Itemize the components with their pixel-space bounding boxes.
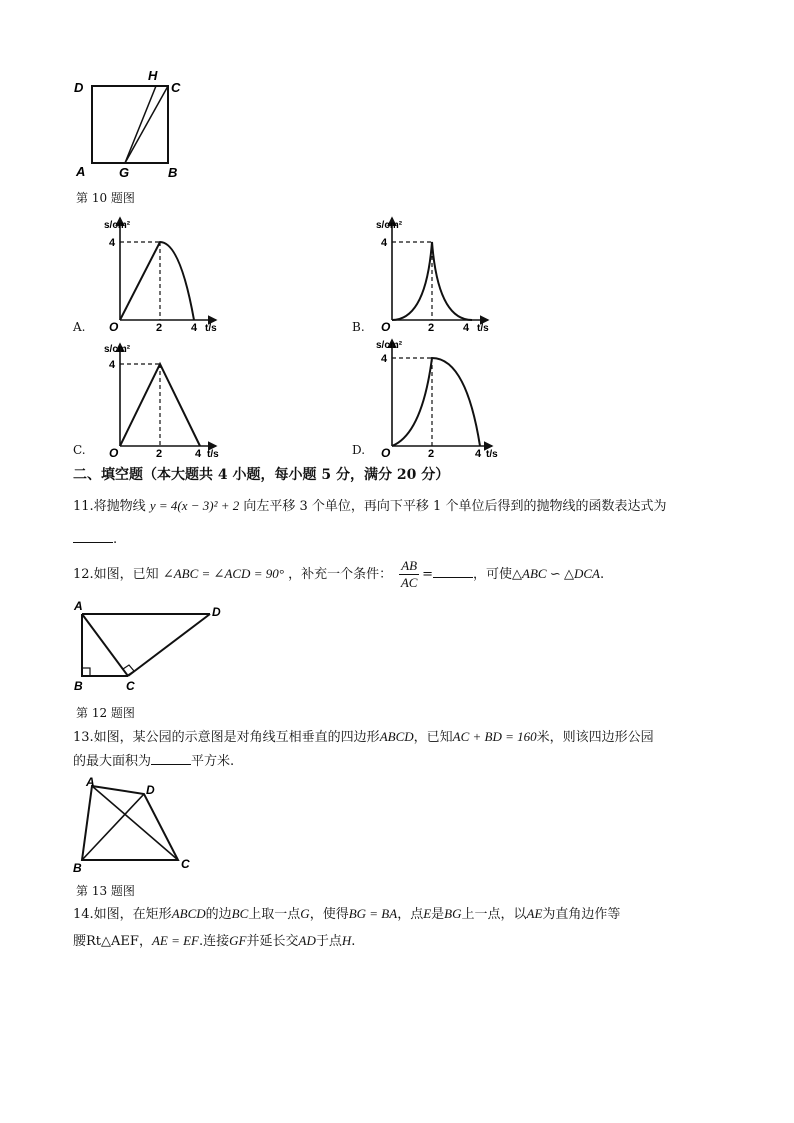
curve-a bbox=[120, 242, 194, 320]
svg-text:4: 4 bbox=[191, 322, 198, 334]
svg-text:t/s: t/s bbox=[477, 323, 489, 334]
question-12: 12.如图，已知 ∠ABC = ∠ACD = 90° ，补充一个条件： $\frac{AB}{AC}$ = ，可使△ABC ∽ △DCA. bbox=[73, 558, 605, 590]
svg-text:s/cm²: s/cm² bbox=[104, 220, 131, 231]
figure-10 bbox=[70, 66, 190, 180]
svg-text:4: 4 bbox=[475, 448, 482, 460]
svg-text:2: 2 bbox=[428, 322, 435, 334]
graph-a bbox=[104, 212, 228, 334]
fig10-caption: 第 10 题图 bbox=[76, 191, 135, 205]
svg-text:D: D bbox=[146, 783, 155, 797]
svg-text:O: O bbox=[381, 320, 391, 334]
figure-13 bbox=[70, 776, 200, 876]
graph-b bbox=[376, 212, 500, 334]
svg-text:4: 4 bbox=[463, 322, 470, 334]
question-13-line-1: 13.如图，某公园的示意图是对角线互相垂直的四边形ABCD，已知AC + BD = 160米，则该四边形公园 bbox=[73, 729, 654, 745]
svg-text:O: O bbox=[109, 320, 119, 334]
svg-text:2: 2 bbox=[156, 322, 163, 334]
graph-c bbox=[104, 338, 228, 460]
svg-text:4: 4 bbox=[381, 237, 388, 249]
label-a: A bbox=[76, 164, 86, 179]
svg-text:4: 4 bbox=[195, 448, 202, 460]
svg-text:t/s: t/s bbox=[486, 449, 498, 460]
label-g: G bbox=[119, 165, 130, 180]
svg-text:D: D bbox=[212, 605, 221, 619]
option-a-letter: A. bbox=[73, 320, 86, 334]
svg-text:A: A bbox=[86, 775, 95, 789]
svg-text:2: 2 bbox=[428, 448, 435, 460]
segment-gc bbox=[125, 86, 168, 163]
svg-text:2: 2 bbox=[156, 448, 163, 460]
svg-text:s/cm²: s/cm² bbox=[376, 340, 403, 351]
svg-text:B: B bbox=[73, 861, 82, 875]
option-d-letter: D. bbox=[352, 443, 366, 457]
svg-text:O: O bbox=[109, 446, 119, 460]
svg-text:s/cm²: s/cm² bbox=[376, 220, 403, 231]
fig12-caption: 第 12 题图 bbox=[76, 706, 135, 720]
segment-gh bbox=[125, 86, 156, 163]
question-11-blank: . bbox=[73, 530, 117, 549]
svg-text:4: 4 bbox=[109, 359, 116, 371]
svg-text:t/s: t/s bbox=[205, 323, 217, 334]
svg-text:O: O bbox=[381, 446, 391, 460]
fig13-caption: 第 13 题图 bbox=[76, 884, 135, 898]
label-d: D bbox=[74, 80, 84, 95]
question-14-line-2: 腰Rt△AEF，AE = EF.连接GF并延长交AD于点H. bbox=[73, 933, 356, 949]
q11-formula: y = 4(x − 3)² + 2 bbox=[149, 498, 240, 513]
question-11: 11.将抛物线 y = 4(x − 3)² + 2 向左平移 3 个单位，再向下平移 1 个单位后得到的抛物线的函数表达式为 bbox=[73, 498, 667, 514]
label-h: H bbox=[148, 68, 158, 83]
curve-d bbox=[392, 358, 480, 446]
svg-text:4: 4 bbox=[109, 237, 116, 249]
label-c: C bbox=[171, 80, 181, 95]
svg-text:C: C bbox=[181, 857, 190, 871]
question-13-line-2: 的最大面积为 平方米. bbox=[73, 754, 235, 769]
graph-d bbox=[376, 334, 504, 460]
svg-text:s/cm²: s/cm² bbox=[104, 344, 131, 355]
svg-text:C: C bbox=[126, 679, 135, 693]
svg-text:t/s: t/s bbox=[207, 449, 219, 460]
svg-text:A: A bbox=[74, 599, 83, 613]
figure-12 bbox=[70, 598, 230, 694]
svg-text:4: 4 bbox=[381, 353, 388, 365]
curve-c bbox=[120, 364, 200, 446]
option-c-letter: C. bbox=[73, 443, 86, 457]
question-14-line-1: 14.如图，在矩形ABCD的边BC上取一点G，使得BG = BA，点E是BG上一点，以AE为直角边作等 bbox=[73, 906, 621, 922]
svg-text:B: B bbox=[74, 679, 83, 693]
option-b-letter: B. bbox=[352, 320, 365, 334]
section-2-heading: 二、填空题（本大题共 4 小题，每小题 5 分，满分 20 分） bbox=[73, 467, 450, 483]
q12-fraction: $\frac{AB}{AC}$ bbox=[400, 558, 418, 590]
label-b: B bbox=[168, 165, 178, 180]
